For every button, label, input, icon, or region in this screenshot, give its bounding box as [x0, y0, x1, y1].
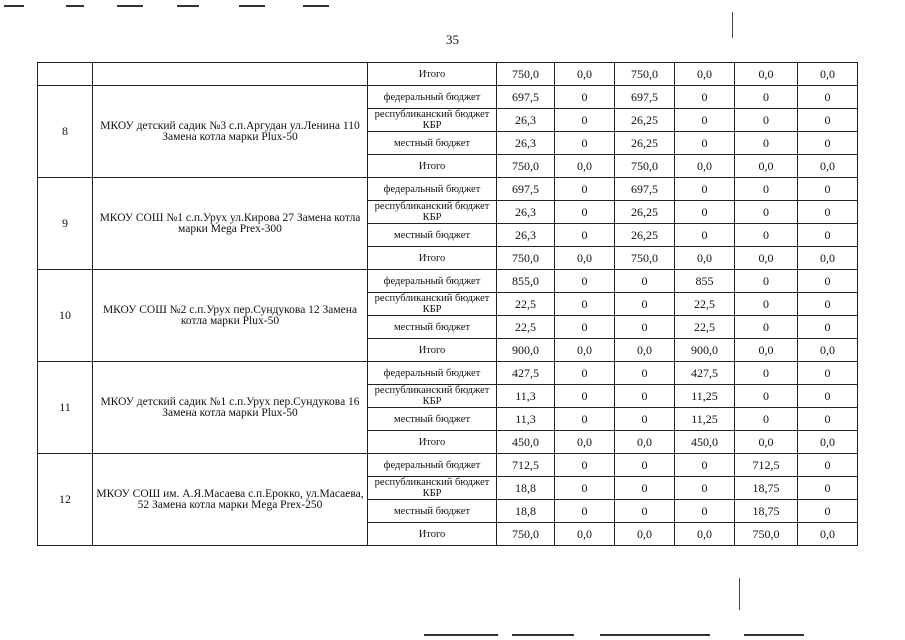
object-name-cell: МКОУ СОШ им. А.Я.Масаева с.п.Ерокко, ул.Масаева, 52 Замена котла марки Mega Prex-250 [93, 454, 368, 546]
value-cell: 0 [735, 385, 798, 408]
value-cell: 0,0 [675, 523, 735, 546]
value-cell: 750,0 [497, 63, 555, 86]
scan-artifact-line [177, 5, 199, 7]
value-cell: 900,0 [675, 339, 735, 362]
value-cell: 750,0 [615, 63, 675, 86]
value-cell: 0 [555, 270, 615, 293]
value-cell: 0 [555, 454, 615, 477]
scan-artifact-line [66, 5, 84, 7]
value-cell: 0 [798, 477, 858, 500]
value-cell: 450,0 [497, 431, 555, 454]
value-cell: 0 [798, 454, 858, 477]
scan-artifact-line [303, 5, 329, 7]
value-cell: 0 [735, 224, 798, 247]
funding-source-cell: Итого [368, 339, 497, 362]
funding-source-cell: республиканский бюджет КБР [368, 201, 497, 224]
value-cell: 18,75 [735, 477, 798, 500]
value-cell: 0,0 [555, 247, 615, 270]
value-cell: 0 [798, 86, 858, 109]
object-name-cell [93, 63, 368, 86]
value-cell: 0,0 [555, 63, 615, 86]
value-cell: 11,25 [675, 408, 735, 431]
entry-number-cell: 11 [38, 362, 93, 454]
funding-source-cell: Итого [368, 523, 497, 546]
scan-artifact-line [424, 634, 498, 636]
funding-source-cell: местный бюджет [368, 316, 497, 339]
table-row [38, 454, 858, 477]
value-cell: 0 [675, 454, 735, 477]
value-cell: 750,0 [497, 247, 555, 270]
value-cell: 0 [675, 201, 735, 224]
value-cell: 0 [798, 224, 858, 247]
value-cell: 26,25 [615, 224, 675, 247]
value-cell: 0,0 [615, 431, 675, 454]
funding-source-cell: республиканский бюджет КБР [368, 109, 497, 132]
value-cell: 0 [555, 500, 615, 523]
scan-artifact-line [4, 5, 24, 7]
value-cell: 0 [735, 293, 798, 316]
value-cell: 0 [675, 132, 735, 155]
entry-number-cell: 9 [38, 178, 93, 270]
value-cell: 712,5 [497, 454, 555, 477]
funding-source-cell: Итого [368, 155, 497, 178]
entry-number-cell: 10 [38, 270, 93, 362]
value-cell: 0,0 [555, 523, 615, 546]
value-cell: 26,3 [497, 224, 555, 247]
table-row [38, 86, 858, 109]
funding-source-cell: местный бюджет [368, 132, 497, 155]
value-cell: 22,5 [497, 293, 555, 316]
value-cell: 26,3 [497, 201, 555, 224]
object-name-cell: МКОУ СОШ №1 с.п.Урух ул.Кирова 27 Замена котла марки Mega Prex-300 [93, 178, 368, 270]
value-cell: 0 [798, 408, 858, 431]
object-name-cell: МКОУ СОШ №2 с.п.Урух пер.Сундукова 12 Замена котла марки Plux-50 [93, 270, 368, 362]
value-cell: 0,0 [798, 63, 858, 86]
table-row [38, 270, 858, 293]
value-cell: 0 [735, 362, 798, 385]
value-cell: 22,5 [497, 316, 555, 339]
scan-artifact-line [744, 634, 804, 636]
value-cell: 0 [555, 408, 615, 431]
value-cell: 26,25 [615, 132, 675, 155]
funding-source-cell: местный бюджет [368, 500, 497, 523]
funding-source-cell: федеральный бюджет [368, 86, 497, 109]
value-cell: 0 [615, 362, 675, 385]
value-cell: 0 [615, 454, 675, 477]
value-cell: 0 [735, 178, 798, 201]
funding-source-cell: республиканский бюджет КБР [368, 385, 497, 408]
value-cell: 0 [555, 109, 615, 132]
value-cell: 0 [675, 224, 735, 247]
value-cell: 0 [555, 385, 615, 408]
scan-artifact-line [600, 634, 710, 636]
value-cell: 0,0 [798, 523, 858, 546]
value-cell: 0 [798, 362, 858, 385]
value-cell: 11,3 [497, 385, 555, 408]
value-cell: 0 [675, 86, 735, 109]
value-cell: 0 [735, 132, 798, 155]
value-cell: 26,25 [615, 109, 675, 132]
funding-source-cell: Итого [368, 247, 497, 270]
value-cell: 855 [675, 270, 735, 293]
value-cell: 0 [615, 477, 675, 500]
value-cell: 427,5 [675, 362, 735, 385]
value-cell: 0,0 [555, 339, 615, 362]
value-cell: 11,25 [675, 385, 735, 408]
value-cell: 0,0 [615, 523, 675, 546]
value-cell: 18,8 [497, 500, 555, 523]
table-row [38, 63, 858, 86]
table-row [38, 362, 858, 385]
value-cell: 0 [615, 500, 675, 523]
value-cell: 697,5 [615, 178, 675, 201]
value-cell: 26,3 [497, 132, 555, 155]
value-cell: 712,5 [735, 454, 798, 477]
value-cell: 0 [735, 270, 798, 293]
funding-source-cell: федеральный бюджет [368, 362, 497, 385]
value-cell: 0 [735, 109, 798, 132]
funding-source-cell: федеральный бюджет [368, 178, 497, 201]
value-cell: 0 [798, 270, 858, 293]
value-cell: 0 [798, 132, 858, 155]
value-cell: 22,5 [675, 316, 735, 339]
scan-artifact-line [512, 634, 574, 636]
value-cell: 0,0 [675, 155, 735, 178]
funding-source-cell: республиканский бюджет КБР [368, 293, 497, 316]
value-cell: 0,0 [735, 63, 798, 86]
value-cell: 0 [675, 109, 735, 132]
object-name-cell: МКОУ детский садик №3 с.п.Аргудан ул.Ленина 110 Замена котла марки Plux-50 [93, 86, 368, 178]
value-cell: 900,0 [497, 339, 555, 362]
value-cell: 0 [675, 178, 735, 201]
value-cell: 0 [555, 362, 615, 385]
value-cell: 0 [555, 224, 615, 247]
value-cell: 26,3 [497, 109, 555, 132]
budget-table [37, 62, 858, 546]
value-cell: 0 [615, 316, 675, 339]
value-cell: 0 [555, 316, 615, 339]
page-number: 35 [446, 32, 459, 47]
value-cell: 750,0 [497, 523, 555, 546]
value-cell: 0 [798, 385, 858, 408]
value-cell: 0 [615, 293, 675, 316]
value-cell: 750,0 [497, 155, 555, 178]
value-cell: 0 [615, 270, 675, 293]
value-cell: 0,0 [798, 155, 858, 178]
value-cell: 26,25 [615, 201, 675, 224]
table-row [38, 178, 858, 201]
value-cell: 0 [555, 477, 615, 500]
value-cell: 0 [615, 385, 675, 408]
table-body [38, 63, 858, 546]
funding-source-cell: Итого [368, 63, 497, 86]
value-cell: 0 [798, 293, 858, 316]
funding-source-cell: федеральный бюджет [368, 270, 497, 293]
value-cell: 18,8 [497, 477, 555, 500]
scan-artifact-line [739, 578, 740, 610]
funding-source-cell: Итого [368, 431, 497, 454]
value-cell: 0 [615, 408, 675, 431]
funding-source-cell: республиканский бюджет КБР [368, 477, 497, 500]
scan-artifact-line [239, 5, 265, 7]
value-cell: 11,3 [497, 408, 555, 431]
value-cell: 0 [798, 500, 858, 523]
funding-source-cell: федеральный бюджет [368, 454, 497, 477]
value-cell: 427,5 [497, 362, 555, 385]
value-cell: 0 [735, 316, 798, 339]
value-cell: 450,0 [675, 431, 735, 454]
value-cell: 0 [798, 109, 858, 132]
value-cell: 0 [735, 86, 798, 109]
value-cell: 0 [555, 201, 615, 224]
value-cell: 18,75 [735, 500, 798, 523]
scan-artifact-line [117, 5, 143, 7]
value-cell: 0,0 [735, 431, 798, 454]
entry-number-cell: 8 [38, 86, 93, 178]
value-cell: 750,0 [615, 155, 675, 178]
value-cell: 0,0 [735, 155, 798, 178]
value-cell: 0 [798, 316, 858, 339]
number-cell [38, 63, 93, 86]
value-cell: 0,0 [555, 155, 615, 178]
value-cell: 0,0 [735, 247, 798, 270]
value-cell: 750,0 [735, 523, 798, 546]
value-cell: 0 [555, 132, 615, 155]
value-cell: 0 [735, 408, 798, 431]
value-cell: 0,0 [798, 431, 858, 454]
value-cell: 0,0 [675, 63, 735, 86]
value-cell: 0 [675, 477, 735, 500]
value-cell: 0 [798, 178, 858, 201]
value-cell: 0 [555, 293, 615, 316]
value-cell: 0 [555, 86, 615, 109]
value-cell: 0,0 [675, 247, 735, 270]
value-cell: 0,0 [555, 431, 615, 454]
value-cell: 855,0 [497, 270, 555, 293]
value-cell: 0,0 [735, 339, 798, 362]
funding-source-cell: местный бюджет [368, 224, 497, 247]
value-cell: 750,0 [615, 247, 675, 270]
value-cell: 0 [798, 201, 858, 224]
value-cell: 0 [735, 201, 798, 224]
value-cell: 0 [675, 500, 735, 523]
value-cell: 0,0 [615, 339, 675, 362]
value-cell: 697,5 [615, 86, 675, 109]
value-cell: 697,5 [497, 178, 555, 201]
entry-number-cell: 12 [38, 454, 93, 546]
value-cell: 0,0 [798, 339, 858, 362]
value-cell: 0,0 [798, 247, 858, 270]
value-cell: 697,5 [497, 86, 555, 109]
value-cell: 22,5 [675, 293, 735, 316]
object-name-cell: МКОУ детский садик №1 с.п.Урух пер.Сундукова 16 Замена котла марки Plux-50 [93, 362, 368, 454]
value-cell: 0 [555, 178, 615, 201]
funding-source-cell: местный бюджет [368, 408, 497, 431]
